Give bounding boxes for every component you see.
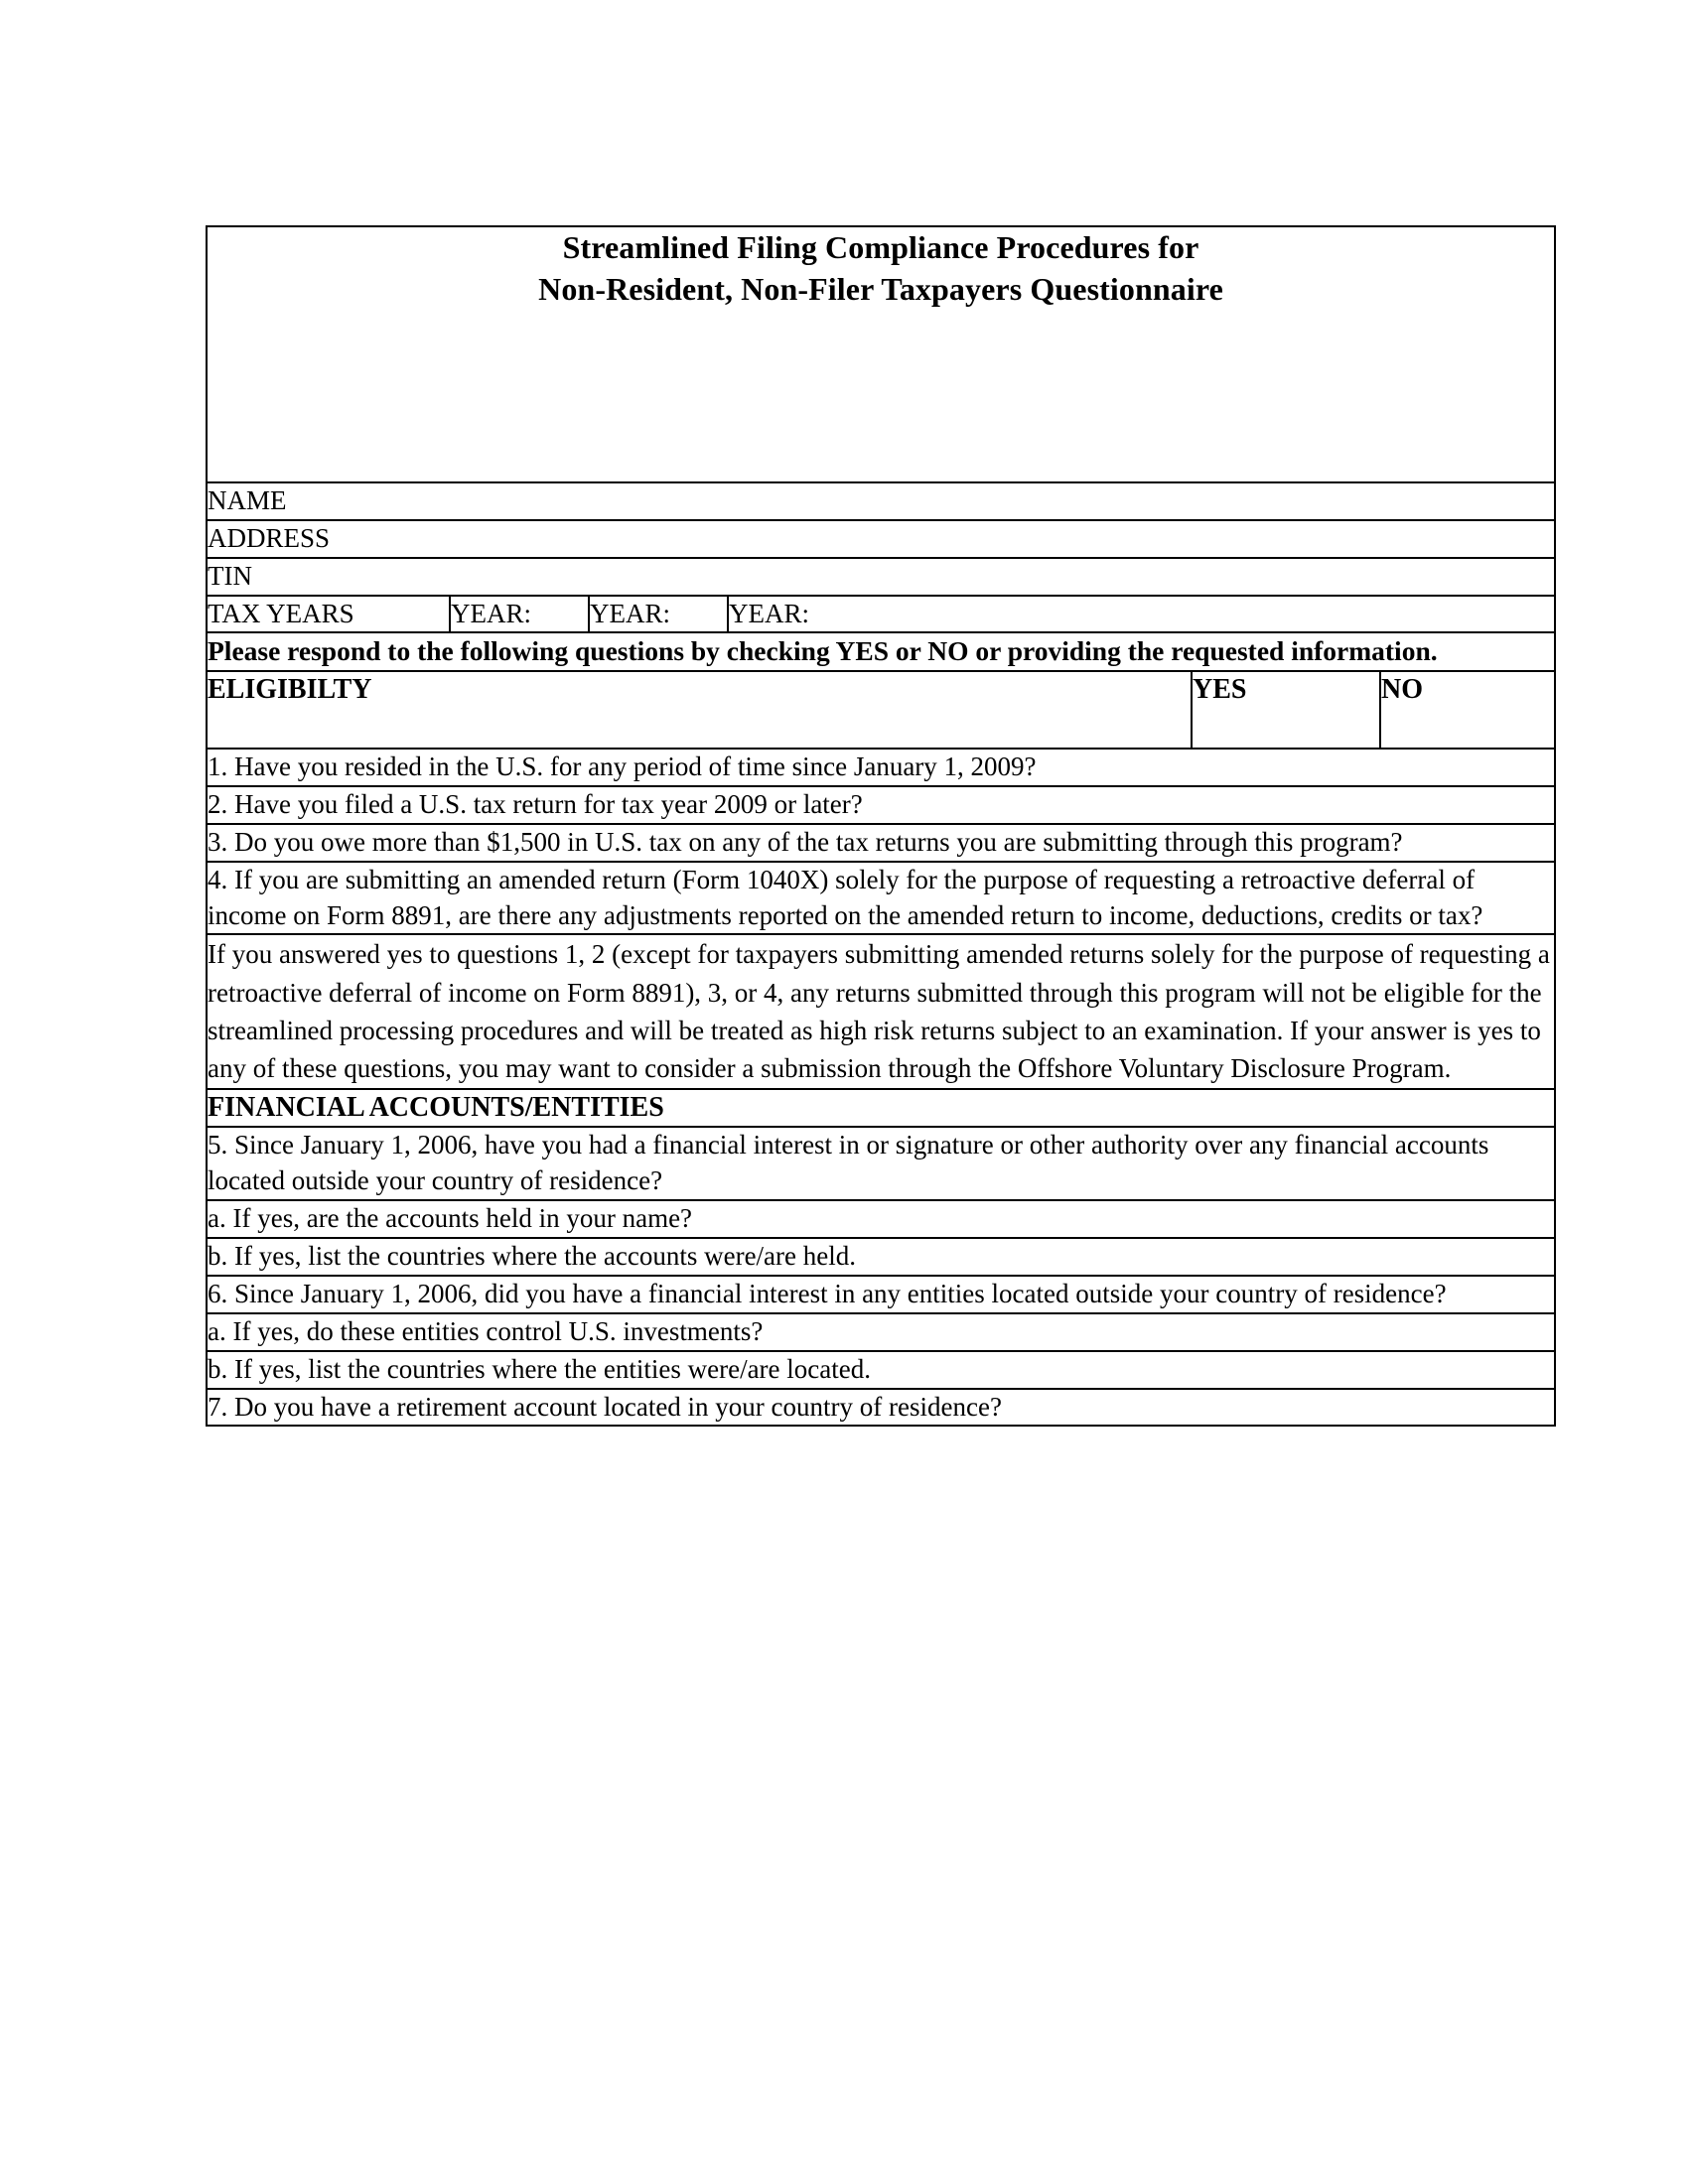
title-row: [207, 226, 1555, 482]
yes-label: YES: [1193, 673, 1247, 705]
instructions-text: Please respond to the following questions by checking YES or NO or providing the requested information.: [208, 635, 1438, 667]
name-row: [207, 482, 1555, 520]
instructions-row: [207, 632, 1555, 671]
year-label-2: YEAR:: [590, 599, 670, 628]
address-label: ADDRESS: [208, 523, 331, 553]
eligibility-narrative-cell: [207, 934, 1555, 1088]
form-title-block: [207, 226, 1555, 482]
table-row: [207, 749, 1555, 786]
tax-years-label: TAX YEARS: [208, 599, 354, 628]
question-text-q6: 6. Since January 1, 2006, did you have a financial interest in any entities located outside your country of residence?: [208, 1278, 1447, 1308]
table-row: [207, 1351, 1555, 1389]
question-row-q5a[interactable]: [207, 1200, 1555, 1238]
question-row-q5b[interactable]: [207, 1238, 1555, 1276]
eligibility-header-row: [207, 671, 1555, 749]
question-row-q1[interactable]: [207, 749, 1555, 786]
no-label: NO: [1381, 673, 1423, 705]
form-title-line-2: Non-Resident, Non-Filer Taxpayers Questionnaire: [538, 270, 1223, 307]
table-row: [207, 1276, 1555, 1313]
eligibility-narrative-row: [207, 934, 1555, 1088]
year-label-1: YEAR:: [451, 599, 531, 628]
question-row-q2[interactable]: [207, 786, 1555, 824]
question-row-q3[interactable]: [207, 824, 1555, 862]
table-row: [207, 1127, 1555, 1200]
question-text-q6b: b. If yes, list the countries where the entities were/are located.: [208, 1353, 871, 1384]
no-column-header: [1380, 671, 1555, 749]
yes-column-header: [1192, 671, 1380, 749]
question-text-q5: 5. Since January 1, 2006, have you had a financial interest in or signature or other authority over any financial accounts located outside your country of residence?: [208, 1130, 1489, 1196]
table-row: [207, 786, 1555, 824]
question-text-q3: 3. Do you owe more than $1,500 in U.S. tax on any of the tax returns you are submitting through this program?: [208, 826, 1403, 857]
eligibility-narrative-text: If you answered yes to questions 1, 2 (except for taxpayers submitting amended returns solely for the purpose of requesting a retroactive deferral of income on Form 8891), 3, or 4, any returns submitted through this program will not be eligible for the streamlined processing procedures and will be treated as high risk returns subject to an examination. If your answer is yes to any of these questions, you may want to consider a submission through the Offshore Voluntary Disclosure Program.: [208, 939, 1550, 1084]
question-text-q1: 1. Have you resided in the U.S. for any period of time since January 1, 2009?: [208, 751, 1037, 781]
eligibility-heading: ELIGIBILTY: [208, 673, 372, 705]
tin-label: TIN: [208, 561, 252, 591]
question-text-q5b: b. If yes, list the countries where the accounts were/are held.: [208, 1240, 856, 1271]
form-title-line-1: Streamlined Filing Compliance Procedures for: [562, 229, 1199, 265]
question-text-q4: 4. If you are submitting an amended return (Form 1040X) solely for the purpose of requesting a retroactive deferral of income on Form 8891, are there any adjustments reported on the amended return to income, deductions, credits or tax?: [208, 864, 1483, 930]
table-row: [207, 1200, 1555, 1238]
financial-accounts-heading: FINANCIAL ACCOUNTS/ENTITIES: [208, 1091, 664, 1123]
year-field-2[interactable]: [589, 596, 728, 632]
table-row: [207, 1313, 1555, 1351]
table-row: [207, 824, 1555, 862]
tax-years-label-cell: [207, 596, 450, 632]
question-text-q5a: a. If yes, are the accounts held in your name?: [208, 1202, 693, 1233]
question-text-q6a: a. If yes, do these entities control U.S. investments?: [208, 1315, 764, 1346]
table-row: [207, 1238, 1555, 1276]
name-label: NAME: [208, 485, 287, 515]
instructions-block: [207, 632, 1555, 671]
table-row: [207, 1389, 1555, 1427]
address-field[interactable]: [207, 520, 1555, 558]
financial-accounts-heading-cell: [207, 1089, 1555, 1127]
tin-row: [207, 558, 1555, 596]
question-row-q4[interactable]: [207, 862, 1555, 935]
questionnaire-form: [206, 225, 1556, 1427]
question-row-q6b[interactable]: [207, 1351, 1555, 1389]
table-row: [207, 862, 1555, 935]
year-label-3: YEAR:: [729, 599, 809, 628]
tin-field[interactable]: [207, 558, 1555, 596]
eligibility-heading-cell: [207, 671, 1192, 749]
tax-years-row: [207, 596, 1555, 632]
question-text-q2: 2. Have you filed a U.S. tax return for tax year 2009 or later?: [208, 788, 863, 819]
question-row-q6[interactable]: [207, 1276, 1555, 1313]
question-row-q5[interactable]: [207, 1127, 1555, 1200]
year-field-1[interactable]: [450, 596, 589, 632]
name-field[interactable]: [207, 482, 1555, 520]
question-row-q7[interactable]: [207, 1389, 1555, 1427]
question-row-q6a[interactable]: [207, 1313, 1555, 1351]
question-text-q7: 7. Do you have a retirement account located in your country of residence?: [208, 1391, 1002, 1422]
address-row: [207, 520, 1555, 558]
financial-accounts-header-row: [207, 1089, 1555, 1127]
year-field-3[interactable]: [728, 596, 1555, 632]
